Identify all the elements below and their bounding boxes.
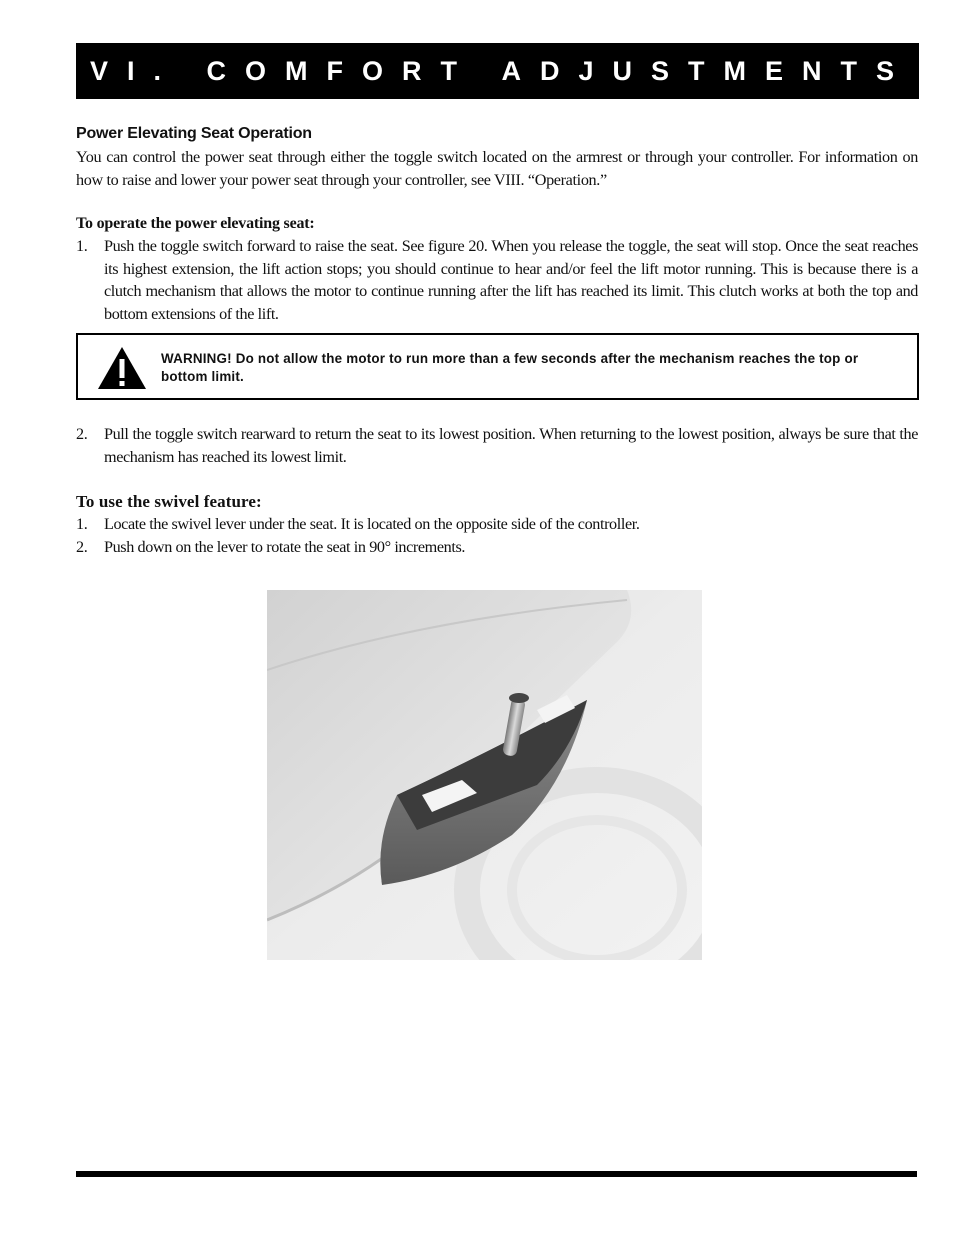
warning-triangle-icon: [97, 346, 147, 390]
section-heading: Power Elevating Seat Operation: [76, 125, 312, 142]
step-number: 1.: [76, 515, 88, 533]
step-number: 1.: [76, 237, 88, 255]
intro-paragraph: You can control the power seat through either the toggle switch located on the armrest or through your controller. For information on how to raise and lower your power seat through your controller, see VIII. “Operation.”: [76, 148, 918, 189]
operate-steps-continued: [76, 423, 918, 468]
step-number: 2.: [76, 425, 88, 443]
warning-box: [76, 333, 919, 400]
step-text: Push the toggle switch forward to raise the seat. See figure 20. When you release the toggle, the seat will stop. Once the seat reaches its highest extension, the lift action stops; you should continue to hear and/or feel the lift motor running. This is because there is a clutch mechanism that allows the motor to continue running after the lift has reached its limit. This clutch works at both the top and bottom extensions of the lift.: [104, 237, 918, 323]
list-item: [76, 423, 918, 468]
toggle-switch-photo: [267, 590, 702, 960]
step-text: Locate the swivel lever under the seat. It is located on the opposite side of the controller.: [104, 515, 640, 533]
section-title: VI. COMFORT ADJUSTMENTS: [89, 55, 913, 86]
armrest-toggle-illustration: [267, 590, 702, 960]
list-item: [76, 235, 918, 325]
step-text: Pull the toggle switch rearward to return the seat to its lowest position. When returning to the lowest position, always be sure that the mechanism has reached its lowest limit.: [104, 425, 918, 466]
continued-steps-section: [76, 423, 918, 558]
step-number: 2.: [76, 537, 88, 556]
power-seat-section: [76, 125, 918, 325]
operate-steps: [76, 235, 918, 325]
section-title-banner: [76, 43, 919, 99]
list-item: [76, 513, 918, 536]
operate-heading: To operate the power elevating seat:: [76, 215, 315, 232]
swivel-steps: [76, 513, 918, 558]
list-item: [76, 536, 918, 559]
warning-text: WARNING! Do not allow the motor to run more than a few seconds after the mechanism reaches the top or bottom limit.: [161, 351, 859, 384]
step-text: Push down on the lever to rotate the seat in 90° increments.: [104, 537, 465, 556]
swivel-heading: To use the swivel feature:: [76, 492, 262, 511]
footer-rule: [76, 1171, 917, 1177]
